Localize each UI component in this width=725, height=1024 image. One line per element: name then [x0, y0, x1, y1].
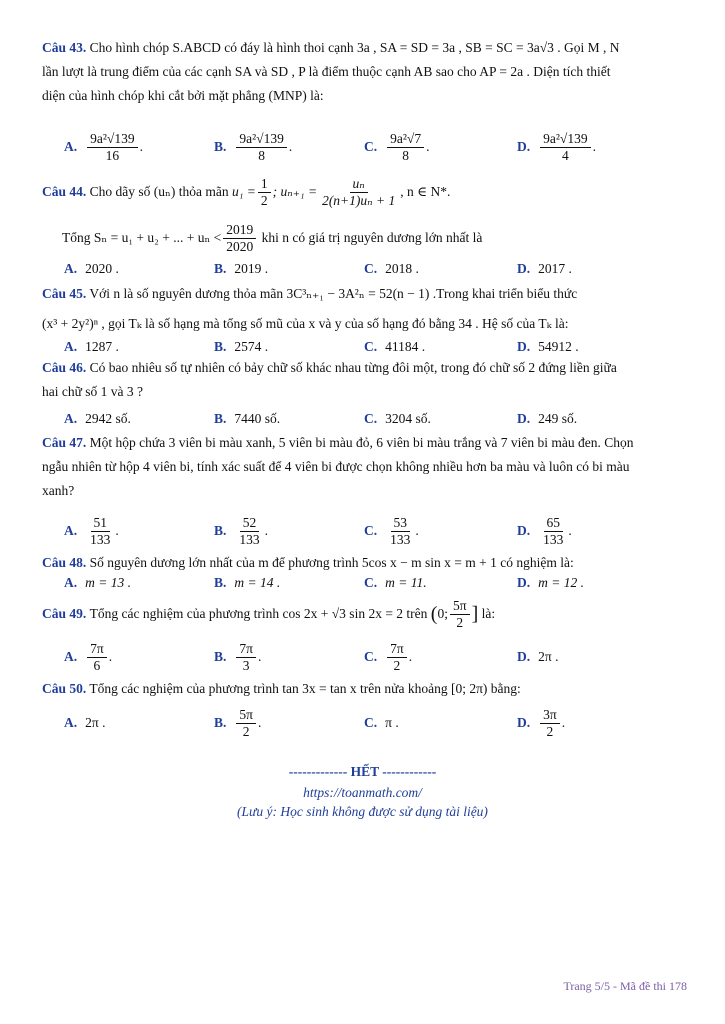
fraction: $\frac{7\pi}{2}$: [387, 641, 407, 674]
page-footer: Trang 5/5 - Mã đề thi 178: [563, 979, 687, 993]
source-link[interactable]: https://toanmath.com/: [303, 785, 422, 800]
question-text: Cho dãy số (uₙ) thỏa mãn: [89, 184, 229, 199]
option-a[interactable]: A. 1287 .: [64, 339, 119, 354]
fraction: $\frac{65}{133}$: [543, 514, 564, 547]
question-text: Số nguyên dương lớn nhất của m để phương trình 5cos x − m sin x = m + 1 có nghiệm là:: [89, 555, 574, 570]
fraction: $\frac{\text{9a²√139}}{8}$: [236, 131, 286, 164]
exam-note: (Lưu ý: Học sinh không được sử dụng tài liệu): [237, 804, 488, 819]
option-c[interactable]: C. $\frac{7\pi}{2}$ .: [364, 640, 413, 673]
option-d[interactable]: D. $\frac{3\pi}{2}$ .: [517, 706, 566, 739]
option-b[interactable]: B. 7440 số.: [214, 411, 281, 426]
question-43: [42, 36, 690, 108]
options-46: [42, 408, 690, 430]
fraction: $\frac{\text{9a²√139}}{4}$: [540, 131, 590, 164]
question-label: Câu 43.: [42, 40, 87, 55]
end-marker: ------------- HẾT ------------: [288, 764, 437, 779]
option-b[interactable]: B. 2019 .: [214, 261, 269, 276]
option-d[interactable]: D. m = 12 .: [517, 575, 584, 590]
question-text: hai chữ số 1 và 3 ?: [42, 384, 144, 399]
question-50: [42, 677, 690, 701]
fraction: $\frac{\text{uₙ}}{\text{2(n+1)uₙ + 1}}$: [322, 175, 396, 208]
question-label: Câu 49.: [42, 606, 87, 621]
question-text: Tổng các nghiệm của phương trình tan 3x = tan x trên nửa khoảng [0; 2π) bằng:: [89, 681, 521, 696]
question-text: Có bao nhiêu số tự nhiên có bảy chữ số khác nhau từng đôi một, trong đó chữ số 2 đứng liền giữa: [89, 360, 617, 375]
fraction: $\frac{7\pi}{3}$: [236, 641, 256, 674]
option-c[interactable]: C. 2018 .: [364, 261, 419, 276]
question-44: Câu 44. Cho dãy số (uₙ) thỏa mãn u₁ = $\frac{1}{2}$ ; uₙ₊₁ = $\frac{\text{uₙ}}{\text{2(n+1)uₙ + 1}}$ , n ∈ N*.: [42, 175, 451, 208]
option-a[interactable]: A. 2020 .: [64, 261, 119, 276]
question-text: lần lượt là trung điểm của các cạnh SA và SD , P là điểm thuộc cạnh AB sao cho AP = 2a . Diện tích thiết: [42, 64, 611, 79]
fraction: $\frac{\text{9a²√7}}{8}$: [387, 131, 424, 164]
fraction: $\frac{7\pi}{6}$: [87, 641, 107, 674]
options-44: [42, 258, 690, 280]
question-label: Câu 47.: [42, 435, 87, 450]
option-a[interactable]: A. $\frac{7\pi}{6}$ .: [64, 640, 113, 673]
options-48: [42, 572, 690, 594]
fraction: $\frac{3\pi}{2}$: [540, 707, 560, 740]
options-45: [42, 336, 690, 358]
question-45: [42, 279, 690, 339]
option-d[interactable]: D. $\frac{65}{133}$ .: [517, 514, 572, 547]
option-b[interactable]: B. $\frac{5\pi}{2}$ .: [214, 706, 262, 739]
option-d[interactable]: D. 249 số.: [517, 411, 578, 426]
question-label: Câu 45.: [42, 286, 87, 301]
option-c[interactable]: C. 3204 số.: [364, 411, 431, 426]
fraction: $\frac{1}{2}$: [258, 176, 271, 209]
option-c[interactable]: C. m = 11.: [364, 575, 427, 590]
fraction: $\frac{53}{133}$: [390, 514, 411, 547]
question-text: khi n có giá trị nguyên dương lớn nhất là: [261, 230, 483, 245]
question-label: Câu 48.: [42, 555, 87, 570]
option-c[interactable]: C. 41184 .: [364, 339, 426, 354]
question-text: Với n là số nguyên dương thỏa mãn 3C³ₙ₊₁ − 3A²ₙ = 52(n − 1) .Trong khai triển biểu thức: [89, 286, 578, 301]
options-49: [42, 640, 690, 674]
option-c[interactable]: C. $\frac{\text{9a²√7}}{8}$ .: [364, 130, 430, 163]
options-50: [42, 706, 690, 740]
option-b[interactable]: B. $\frac{7\pi}{3}$ .: [214, 640, 262, 673]
question-text: (x³ + 2y²)ⁿ , gọi Tₖ là số hạng mà tổng số mũ của x và y của số hạng đó bằng 34 . Hệ số của Tₖ là:: [42, 316, 569, 331]
question-47: [42, 431, 690, 503]
options-47: [42, 514, 690, 548]
question-label: Câu 46.: [42, 360, 87, 375]
fraction: $\frac{5\pi}{2}$: [236, 707, 256, 740]
question-label: Câu 50.: [42, 681, 87, 696]
question-label: Câu 44.: [42, 184, 87, 199]
options-43: [42, 130, 690, 164]
fraction: $\frac{\text{9a²√139}}{16}$: [87, 131, 137, 164]
option-b[interactable]: B. $\frac{52}{133}$ .: [214, 514, 269, 547]
fraction: $\frac{2019}{2020}$: [223, 222, 256, 255]
option-a[interactable]: A. $\frac{\text{9a²√139}}{16}$ .: [64, 130, 143, 163]
option-c[interactable]: C. $\frac{53}{133}$ .: [364, 514, 419, 547]
option-d[interactable]: D. 2017 .: [517, 261, 572, 276]
fraction: $\frac{52}{133}$: [239, 514, 260, 547]
question-text: diện của hình chóp khi cắt bởi mặt phẳng (MNP) là:: [42, 88, 324, 103]
option-b[interactable]: B. m = 14 .: [214, 575, 281, 590]
question-text: Một hộp chứa 3 viên bi màu xanh, 5 viên bi màu đỏ, 6 viên bi màu trắng và 7 viên bi màu đen. Chọn: [89, 435, 634, 450]
fraction: $\frac{51}{133}$: [90, 514, 111, 547]
option-b[interactable]: B. 2574 .: [214, 339, 269, 354]
option-d[interactable]: D. $\frac{\text{9a²√139}}{4}$ .: [517, 130, 596, 163]
option-c[interactable]: C. π .: [364, 715, 399, 730]
question-text: Cho hình chóp S.ABCD có đáy là hình thoi cạnh 3a , SA = SD = 3a , SB = SC = 3a√3 . Gọi M , N: [89, 40, 620, 55]
fraction: $\frac{5\pi}{2}$: [450, 598, 470, 631]
question-44-sum: [62, 220, 710, 256]
question-49: Câu 49. Tổng các nghiệm của phương trình cos 2x + √3 sin 2x = 2 trên ( 0; $\frac{5\pi}{2}$ ] là:: [42, 597, 496, 630]
question-text: xanh?: [42, 483, 75, 498]
question-text: ngẫu nhiên từ hộp 4 viên bi, tính xác suất để 4 viên bi được chọn không nhiều hơn ba màu và luôn có bi màu: [42, 459, 630, 474]
question-text: Tổng các nghiệm của phương trình cos 2x + √3 sin 2x = 2 trên: [89, 606, 428, 621]
option-d[interactable]: D. 2π .: [517, 649, 559, 664]
option-b[interactable]: B. $\frac{\text{9a²√139}}{8}$ .: [214, 130, 293, 163]
option-a[interactable]: A. $\frac{51}{133}$ .: [64, 514, 119, 547]
option-d[interactable]: D. 54912 .: [517, 339, 579, 354]
question-text: Tổng Sₙ = u₁ + u₂ + ... + uₙ <: [62, 230, 222, 245]
question-46: [42, 356, 690, 404]
option-a[interactable]: A. 2942 số.: [64, 411, 131, 426]
option-a[interactable]: A. 2π .: [64, 715, 106, 730]
option-a[interactable]: A. m = 13 .: [64, 575, 131, 590]
